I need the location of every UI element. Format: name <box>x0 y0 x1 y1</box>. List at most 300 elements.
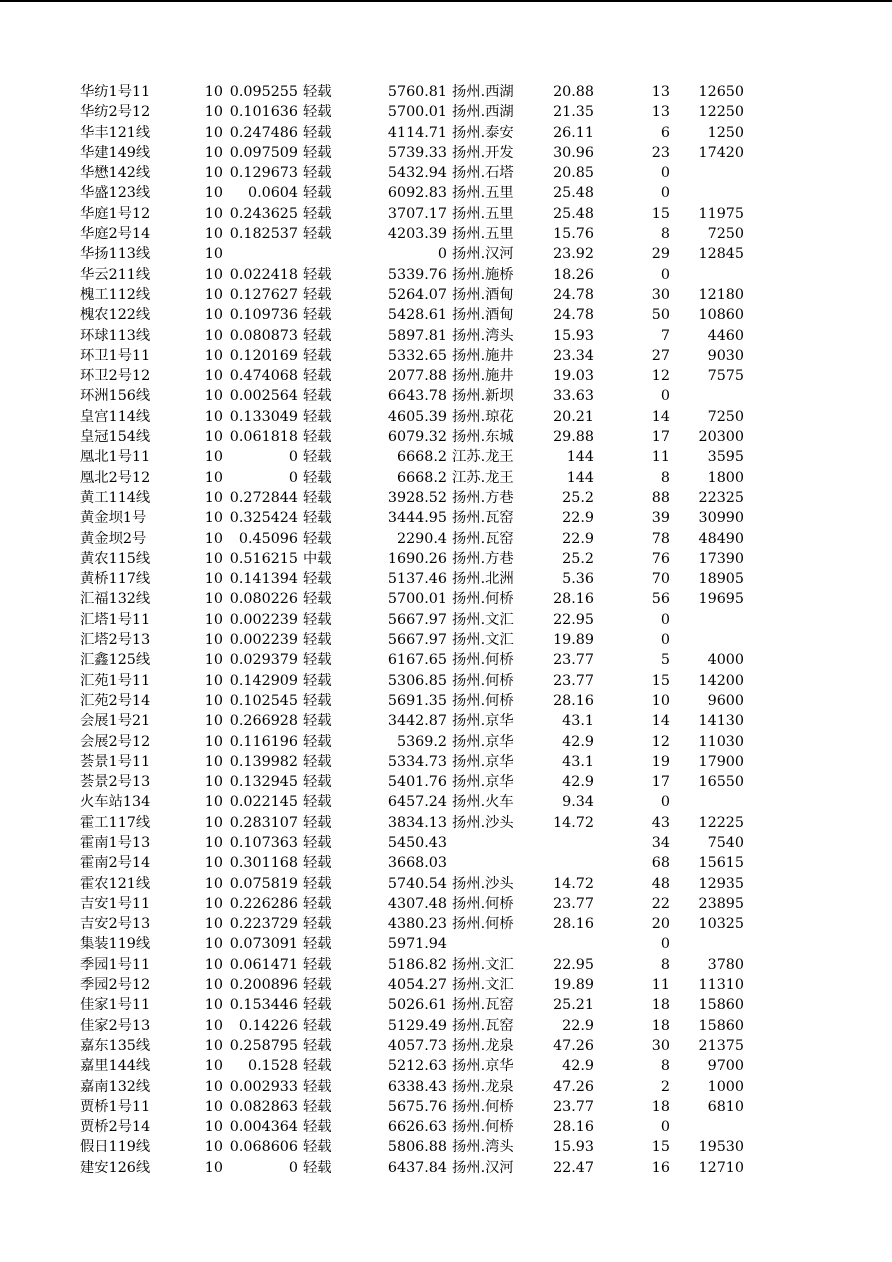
count-cell: 0 <box>660 632 670 649</box>
count-cell: 18 <box>651 1098 670 1115</box>
count-cell: 18 <box>651 997 670 1014</box>
load-status-cell: 轻载 <box>303 956 332 973</box>
substation-cell: 扬州.京华 <box>452 713 514 730</box>
length-cell: 24.78 <box>553 286 594 303</box>
length-cell: 19.89 <box>553 632 594 649</box>
length-cell: 23.92 <box>553 246 594 263</box>
table-row <box>0 163 892 183</box>
table-row <box>0 143 892 163</box>
capacity-cell: 5432.94 <box>387 165 447 182</box>
capacity-cell: 5334.73 <box>387 753 447 770</box>
substation-cell: 扬州.京华 <box>452 774 514 791</box>
count-cell: 19 <box>651 753 670 770</box>
capacity-cell: 6167.65 <box>387 652 447 669</box>
total-capacity-cell: 12710 <box>698 1159 744 1176</box>
table-row <box>0 894 892 914</box>
load-status-cell: 轻载 <box>303 794 332 811</box>
substation-cell: 扬州.琼花 <box>452 408 514 425</box>
line-name-cell: 环卫2号12 <box>80 368 151 385</box>
total-capacity-cell: 11975 <box>698 205 744 222</box>
substation-cell: 扬州.京华 <box>452 1058 514 1075</box>
line-name-cell: 荟景2号13 <box>80 774 151 791</box>
load-status-cell: 轻载 <box>303 774 332 791</box>
voltage-cell: 10 <box>204 1139 223 1156</box>
count-cell: 22 <box>651 895 670 912</box>
total-capacity-cell: 48490 <box>698 530 744 547</box>
line-name-cell: 霍南1号13 <box>80 834 151 851</box>
table-row <box>0 326 892 346</box>
load-status-cell: 轻载 <box>303 875 332 892</box>
voltage-cell: 10 <box>204 632 223 649</box>
table-row <box>0 386 892 406</box>
table-row <box>0 549 892 569</box>
count-cell: 7 <box>660 327 670 344</box>
length-cell: 14.72 <box>553 875 594 892</box>
load-status-cell: 轻载 <box>303 84 332 100</box>
length-cell: 18.26 <box>553 266 594 283</box>
line-name-cell: 华庭2号14 <box>80 226 151 243</box>
count-cell: 14 <box>651 713 670 730</box>
line-name-cell: 嘉里144线 <box>80 1058 151 1075</box>
count-cell: 11 <box>651 977 670 994</box>
count-cell: 5 <box>660 652 670 669</box>
count-cell: 16 <box>651 1159 670 1176</box>
length-cell: 20.85 <box>553 165 594 182</box>
length-cell: 23.77 <box>553 895 594 912</box>
table-row <box>0 589 892 609</box>
line-name-cell: 黄金坝1号 <box>80 510 147 527</box>
line-name-cell: 槐工112线 <box>80 286 151 303</box>
voltage-cell: 10 <box>204 144 223 161</box>
line-name-cell: 嘉南132线 <box>80 1078 151 1095</box>
table-row <box>0 285 892 305</box>
load-rate-cell: 0.266928 <box>229 713 298 730</box>
voltage-cell: 10 <box>204 124 223 141</box>
total-capacity-cell: 11030 <box>698 733 744 750</box>
table-row <box>0 1036 892 1056</box>
line-name-cell: 华纺2号12 <box>80 104 151 121</box>
length-cell: 47.26 <box>553 1037 594 1054</box>
length-cell: 29.88 <box>553 429 594 446</box>
voltage-cell: 10 <box>204 449 223 466</box>
voltage-cell: 10 <box>204 205 223 222</box>
load-status-cell: 轻载 <box>303 469 332 486</box>
total-capacity-cell: 14130 <box>698 713 744 730</box>
load-rate-cell: 0.116196 <box>229 733 298 750</box>
count-cell: 2 <box>660 1078 670 1095</box>
table-row <box>0 853 892 873</box>
table-row <box>0 1077 892 1097</box>
capacity-cell: 3834.13 <box>387 814 447 831</box>
load-rate-cell: 0.474068 <box>229 368 298 385</box>
length-cell: 43.1 <box>562 713 594 730</box>
count-cell: 20 <box>651 916 670 933</box>
load-status-cell: 轻载 <box>303 652 332 669</box>
count-cell: 34 <box>651 834 670 851</box>
line-name-cell: 佳家2号13 <box>80 1017 151 1034</box>
table-row <box>0 813 892 833</box>
load-rate-cell: 0.258795 <box>229 1037 298 1054</box>
substation-cell: 扬州.何桥 <box>452 591 514 608</box>
count-cell: 56 <box>651 591 670 608</box>
capacity-cell: 6092.83 <box>387 185 447 202</box>
count-cell: 15 <box>651 205 670 222</box>
total-capacity-cell: 7250 <box>707 226 744 243</box>
table-row <box>0 833 892 853</box>
load-status-cell: 轻载 <box>303 388 332 405</box>
total-capacity-cell: 12935 <box>698 875 744 892</box>
table-row <box>0 244 892 264</box>
capacity-cell: 5306.85 <box>387 672 447 689</box>
substation-cell: 扬州.何桥 <box>452 895 514 912</box>
length-cell: 28.16 <box>553 916 594 933</box>
table-row <box>0 102 892 122</box>
load-status-cell: 轻载 <box>303 530 332 547</box>
load-status-cell: 轻载 <box>303 449 332 466</box>
capacity-cell: 4307.48 <box>387 895 447 912</box>
total-capacity-cell: 1250 <box>707 124 744 141</box>
total-capacity-cell: 19530 <box>698 1139 744 1156</box>
substation-cell: 扬州.文汇 <box>452 977 514 994</box>
total-capacity-cell: 19695 <box>698 591 744 608</box>
substation-cell: 扬州.瓦窑 <box>452 530 514 547</box>
voltage-cell: 10 <box>204 571 223 588</box>
line-name-cell: 环卫1号11 <box>80 347 151 364</box>
load-status-cell: 轻载 <box>303 1037 332 1054</box>
line-name-cell: 集装119线 <box>80 936 151 953</box>
substation-cell: 扬州.火车 <box>452 794 514 811</box>
length-cell: 47.26 <box>553 1078 594 1095</box>
substation-cell: 扬州.何桥 <box>452 692 514 709</box>
top-border-line <box>0 0 892 2</box>
table-row <box>0 407 892 427</box>
load-rate-cell: 0 <box>288 1159 298 1176</box>
voltage-cell: 10 <box>204 1058 223 1075</box>
total-capacity-cell: 15860 <box>698 1017 744 1034</box>
length-cell: 22.9 <box>562 530 594 547</box>
load-rate-cell: 0.45096 <box>238 530 298 547</box>
voltage-cell: 10 <box>204 347 223 364</box>
load-rate-cell: 0.073091 <box>229 936 298 953</box>
table-row <box>0 975 892 995</box>
load-rate-cell: 0.029379 <box>229 652 298 669</box>
load-status-cell: 轻载 <box>303 1139 332 1156</box>
load-status-cell: 轻载 <box>303 1017 332 1034</box>
load-rate-cell: 0.109736 <box>229 307 298 324</box>
load-status-cell: 轻载 <box>303 368 332 385</box>
table-row <box>0 955 892 975</box>
load-status-cell: 轻载 <box>303 104 332 121</box>
length-cell: 30.96 <box>553 144 594 161</box>
capacity-cell: 6643.78 <box>387 388 447 405</box>
line-name-cell: 汇苑2号14 <box>80 692 151 709</box>
voltage-cell: 10 <box>204 1159 223 1176</box>
load-rate-cell: 0 <box>288 449 298 466</box>
load-rate-cell: 0.226286 <box>229 895 298 912</box>
load-rate-cell: 0.080873 <box>229 327 298 344</box>
length-cell: 20.88 <box>553 84 594 100</box>
table-row <box>0 204 892 224</box>
table-row <box>0 224 892 244</box>
capacity-cell: 5339.76 <box>387 266 447 283</box>
voltage-cell: 10 <box>204 429 223 446</box>
substation-cell: 扬州.五里 <box>452 185 514 202</box>
voltage-cell: 10 <box>204 266 223 283</box>
count-cell: 11 <box>651 449 670 466</box>
load-rate-cell: 0.075819 <box>229 875 298 892</box>
voltage-cell: 10 <box>204 1119 223 1136</box>
voltage-cell: 10 <box>204 997 223 1014</box>
load-rate-cell: 0.102545 <box>229 692 298 709</box>
capacity-cell: 3668.03 <box>387 855 447 872</box>
load-status-cell: 轻载 <box>303 936 332 953</box>
count-cell: 13 <box>651 84 670 100</box>
table-row <box>0 650 892 670</box>
voltage-cell: 10 <box>204 104 223 121</box>
substation-cell: 扬州.汉河 <box>452 246 514 263</box>
load-rate-cell: 0.1528 <box>247 1058 298 1075</box>
substation-cell: 扬州.何桥 <box>452 1119 514 1136</box>
table-row <box>0 711 892 731</box>
substation-cell: 扬州.西湖 <box>452 104 514 121</box>
length-cell: 42.9 <box>562 774 594 791</box>
load-rate-cell: 0.101636 <box>229 104 298 121</box>
total-capacity-cell: 15860 <box>698 997 744 1014</box>
line-name-cell: 黄桥117线 <box>80 571 151 588</box>
substation-cell: 扬州.何桥 <box>452 916 514 933</box>
voltage-cell: 10 <box>204 246 223 263</box>
substation-cell: 扬州.汉河 <box>452 1159 514 1176</box>
substation-cell: 扬州.沙头 <box>452 814 514 831</box>
count-cell: 0 <box>660 185 670 202</box>
load-rate-cell: 0.061818 <box>229 429 298 446</box>
load-status-cell: 轻载 <box>303 672 332 689</box>
capacity-cell: 2077.88 <box>387 368 447 385</box>
length-cell: 15.93 <box>553 1139 594 1156</box>
load-status-cell: 中载 <box>303 550 332 567</box>
substation-cell: 扬州.文汇 <box>452 956 514 973</box>
line-name-cell: 霍农121线 <box>80 875 151 892</box>
voltage-cell: 10 <box>204 875 223 892</box>
voltage-cell: 10 <box>204 753 223 770</box>
voltage-cell: 10 <box>204 591 223 608</box>
line-name-cell: 贾桥1号11 <box>80 1098 151 1115</box>
substation-cell: 扬州.酒甸 <box>452 286 514 303</box>
line-name-cell: 华盛123线 <box>80 185 151 202</box>
substation-cell: 扬州.瓦窑 <box>452 510 514 527</box>
load-rate-cell: 0.182537 <box>229 226 298 243</box>
table-row <box>0 366 892 386</box>
load-status-cell: 轻载 <box>303 753 332 770</box>
voltage-cell: 10 <box>204 956 223 973</box>
capacity-cell: 3444.95 <box>387 510 447 527</box>
length-cell: 42.9 <box>562 733 594 750</box>
load-rate-cell: 0.004364 <box>229 1119 298 1136</box>
load-rate-cell: 0.097509 <box>229 144 298 161</box>
substation-cell: 扬州.龙泉 <box>452 1037 514 1054</box>
count-cell: 8 <box>660 956 670 973</box>
load-status-cell: 轻载 <box>303 510 332 527</box>
count-cell: 12 <box>651 733 670 750</box>
load-rate-cell: 0.022418 <box>229 266 298 283</box>
total-capacity-cell: 4460 <box>707 327 744 344</box>
load-status-cell: 轻载 <box>303 165 332 182</box>
count-cell: 0 <box>660 1119 670 1136</box>
table-row <box>0 691 892 711</box>
capacity-cell: 5667.97 <box>387 632 447 649</box>
total-capacity-cell: 12180 <box>698 286 744 303</box>
total-capacity-cell: 12250 <box>698 104 744 121</box>
table-row <box>0 874 892 894</box>
length-cell: 26.11 <box>553 124 594 141</box>
substation-cell: 扬州.方巷 <box>452 489 514 506</box>
capacity-cell: 5675.76 <box>387 1098 447 1115</box>
count-cell: 30 <box>651 286 670 303</box>
table-row <box>0 671 892 691</box>
line-name-cell: 汇塔1号11 <box>80 611 151 628</box>
substation-cell: 扬州.何桥 <box>452 672 514 689</box>
load-rate-cell: 0.200896 <box>229 977 298 994</box>
count-cell: 0 <box>660 388 670 405</box>
length-cell: 22.9 <box>562 1017 594 1034</box>
length-cell: 22.95 <box>553 956 594 973</box>
load-status-cell: 轻载 <box>303 977 332 994</box>
substation-cell: 扬州.沙头 <box>452 875 514 892</box>
total-capacity-cell: 30990 <box>698 510 744 527</box>
load-status-cell: 轻载 <box>303 591 332 608</box>
count-cell: 48 <box>651 875 670 892</box>
load-status-cell: 轻载 <box>303 814 332 831</box>
voltage-cell: 10 <box>204 307 223 324</box>
line-name-cell: 贾桥2号14 <box>80 1119 151 1136</box>
total-capacity-cell: 7250 <box>707 408 744 425</box>
table-row <box>0 265 892 285</box>
line-name-cell: 假日119线 <box>80 1139 151 1156</box>
load-status-cell: 轻载 <box>303 1058 332 1075</box>
table-row <box>0 752 892 772</box>
table-row <box>0 610 892 630</box>
line-name-cell: 荟景1号11 <box>80 753 151 770</box>
count-cell: 0 <box>660 266 670 283</box>
line-name-cell: 皇冠154线 <box>80 429 151 446</box>
capacity-cell: 5700.01 <box>387 104 447 121</box>
table-row <box>0 1117 892 1137</box>
load-status-cell: 轻载 <box>303 226 332 243</box>
capacity-cell: 5806.88 <box>387 1139 447 1156</box>
load-rate-cell: 0.153446 <box>229 997 298 1014</box>
count-cell: 10 <box>651 692 670 709</box>
voltage-cell: 10 <box>204 733 223 750</box>
count-cell: 0 <box>660 165 670 182</box>
table-row <box>0 529 892 549</box>
substation-cell: 扬州.湾头 <box>452 1139 514 1156</box>
total-capacity-cell: 7540 <box>707 834 744 851</box>
table-row <box>0 914 892 934</box>
capacity-cell: 5332.65 <box>387 347 447 364</box>
count-cell: 18 <box>651 1017 670 1034</box>
count-cell: 17 <box>651 429 670 446</box>
total-capacity-cell: 9030 <box>707 347 744 364</box>
table-row <box>0 447 892 467</box>
load-rate-cell: 0.142909 <box>229 672 298 689</box>
load-rate-cell: 0.516215 <box>229 550 298 567</box>
length-cell: 14.72 <box>553 814 594 831</box>
load-status-cell: 轻载 <box>303 895 332 912</box>
table-row <box>0 995 892 1015</box>
line-name-cell: 汇塔2号13 <box>80 632 151 649</box>
substation-cell: 扬州.何桥 <box>452 652 514 669</box>
voltage-cell: 10 <box>204 286 223 303</box>
load-status-cell: 轻载 <box>303 834 332 851</box>
voltage-cell: 10 <box>204 713 223 730</box>
capacity-cell: 4380.23 <box>387 916 447 933</box>
length-cell: 23.77 <box>553 672 594 689</box>
count-cell: 76 <box>651 550 670 567</box>
substation-cell: 江苏.龙王 <box>452 469 514 486</box>
line-name-cell: 会展1号21 <box>80 713 151 730</box>
voltage-cell: 10 <box>204 408 223 425</box>
line-name-cell: 华懋142线 <box>80 165 151 182</box>
voltage-cell: 10 <box>204 916 223 933</box>
voltage-cell: 10 <box>204 185 223 202</box>
substation-cell: 扬州.开发 <box>452 144 514 161</box>
count-cell: 27 <box>651 347 670 364</box>
load-rate-cell: 0.002933 <box>229 1078 298 1095</box>
length-cell: 23.77 <box>553 652 594 669</box>
count-cell: 88 <box>651 489 670 506</box>
line-name-cell: 霍南2号14 <box>80 855 151 872</box>
load-rate-cell: 0.120169 <box>229 347 298 364</box>
voltage-cell: 10 <box>204 936 223 953</box>
load-status-cell: 轻载 <box>303 1078 332 1095</box>
load-rate-cell: 0.107363 <box>229 834 298 851</box>
load-status-cell: 轻载 <box>303 266 332 283</box>
substation-cell: 扬州.新坝 <box>452 388 514 405</box>
count-cell: 70 <box>651 571 670 588</box>
voltage-cell: 10 <box>204 226 223 243</box>
voltage-cell: 10 <box>204 489 223 506</box>
count-cell: 50 <box>651 307 670 324</box>
count-cell: 8 <box>660 469 670 486</box>
length-cell: 144 <box>566 449 594 466</box>
substation-cell: 扬州.文汇 <box>452 632 514 649</box>
load-status-cell: 轻载 <box>303 1159 332 1176</box>
capacity-cell: 3442.87 <box>387 713 447 730</box>
count-cell: 23 <box>651 144 670 161</box>
line-name-cell: 华扬113线 <box>80 246 151 263</box>
substation-cell: 扬州.何桥 <box>452 1098 514 1115</box>
count-cell: 68 <box>651 855 670 872</box>
capacity-cell: 5026.61 <box>387 997 447 1014</box>
count-cell: 15 <box>651 672 670 689</box>
total-capacity-cell: 23895 <box>698 895 744 912</box>
count-cell: 43 <box>651 814 670 831</box>
capacity-cell: 5700.01 <box>387 591 447 608</box>
load-status-cell: 轻载 <box>303 185 332 202</box>
line-name-cell: 汇苑1号11 <box>80 672 151 689</box>
voltage-cell: 10 <box>204 388 223 405</box>
load-rate-cell: 0.022145 <box>229 794 298 811</box>
line-name-cell: 华云211线 <box>80 266 151 283</box>
line-name-cell: 黄农115线 <box>80 550 151 567</box>
capacity-cell: 1690.26 <box>387 550 447 567</box>
load-status-cell: 轻载 <box>303 632 332 649</box>
substation-cell: 扬州.西湖 <box>452 84 514 100</box>
total-capacity-cell: 21375 <box>698 1037 744 1054</box>
capacity-cell: 6457.24 <box>387 794 447 811</box>
total-capacity-cell: 17900 <box>698 753 744 770</box>
substation-cell: 扬州.石塔 <box>452 165 514 182</box>
